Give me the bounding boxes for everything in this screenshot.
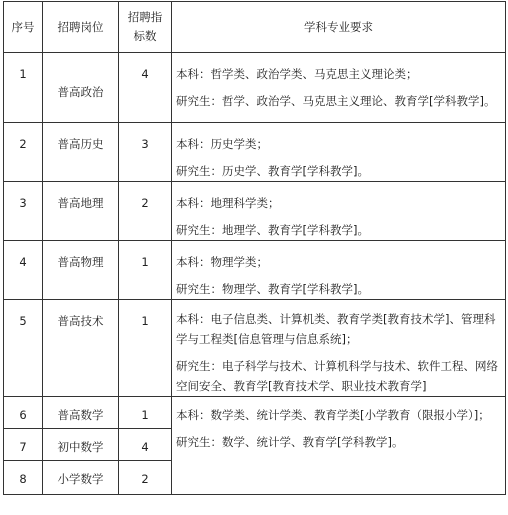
grad-requirement: 研究生：地理学、教育学[学科教学]。 <box>176 223 369 237</box>
row-no: 8 <box>4 461 43 495</box>
row-requirements <box>172 300 506 397</box>
undergrad-requirement: 本科：物理学类； <box>176 255 268 269</box>
row-requirements <box>172 123 506 182</box>
row-count: 3 <box>119 123 172 182</box>
grad-requirement: 研究生：哲学、政治学、马克思主义理论、教育学[学科教学]。 <box>176 94 496 108</box>
undergrad-requirement: 本科：数学类、统计学类、教育学类[小学教育（限报小学）]； <box>176 408 490 422</box>
row-position: 普高技术 <box>43 300 119 397</box>
row-count: 4 <box>119 429 172 461</box>
row-no: 1 <box>4 53 43 123</box>
row-position: 小学数学 <box>43 461 119 495</box>
row-requirements <box>172 397 506 495</box>
recruitment-table <box>3 1 506 495</box>
header-no: 序号 <box>4 2 43 53</box>
table-row <box>4 123 506 182</box>
row-count: 1 <box>119 300 172 397</box>
row-position: 普高政治 <box>43 53 119 123</box>
grad-requirement: 研究生：电子科学与技术、计算机科学与技术、软件工程、网络空间安全、教育学[教育技术学、职业技术教育学] <box>176 359 498 393</box>
table-row <box>4 300 506 397</box>
row-no: 7 <box>4 429 43 461</box>
undergrad-requirement: 本科：电子信息类、计算机类、教育学类[教育技术学]、管理科学与工程类[信息管理与信息系统]； <box>176 312 496 346</box>
row-position: 普高地理 <box>43 182 119 241</box>
undergrad-requirement: 本科：历史学类； <box>176 137 268 151</box>
row-position: 普高历史 <box>43 123 119 182</box>
table-row <box>4 182 506 241</box>
header-row <box>4 2 506 53</box>
header-count <box>119 2 172 53</box>
row-requirements <box>172 182 506 241</box>
row-count: 1 <box>119 241 172 300</box>
row-count: 2 <box>119 182 172 241</box>
row-no: 4 <box>4 241 43 300</box>
row-position: 普高物理 <box>43 241 119 300</box>
grad-requirement: 研究生：历史学、教育学[学科教学]。 <box>176 164 369 178</box>
row-no: 3 <box>4 182 43 241</box>
header-count-text: 招聘指标数 <box>127 10 163 43</box>
row-no: 2 <box>4 123 43 182</box>
table-row <box>4 397 506 429</box>
row-count: 4 <box>119 53 172 123</box>
header-requirements: 学科专业要求 <box>172 2 506 53</box>
row-count: 1 <box>119 397 172 429</box>
row-position: 初中数学 <box>43 429 119 461</box>
undergrad-requirement: 本科：地理科学类； <box>176 196 280 210</box>
grad-requirement: 研究生：物理学、教育学[学科教学]。 <box>176 282 369 296</box>
header-position: 招聘岗位 <box>43 2 119 53</box>
grad-requirement: 研究生：数学、统计学、教育学[学科教学]。 <box>176 435 404 449</box>
undergrad-requirement: 本科：哲学类、政治学类、马克思主义理论类； <box>176 67 418 81</box>
row-requirements <box>172 53 506 123</box>
row-no: 5 <box>4 300 43 397</box>
row-position: 普高数学 <box>43 397 119 429</box>
row-requirements <box>172 241 506 300</box>
row-no: 6 <box>4 397 43 429</box>
row-count: 2 <box>119 461 172 495</box>
table-row <box>4 53 506 123</box>
table-row <box>4 241 506 300</box>
